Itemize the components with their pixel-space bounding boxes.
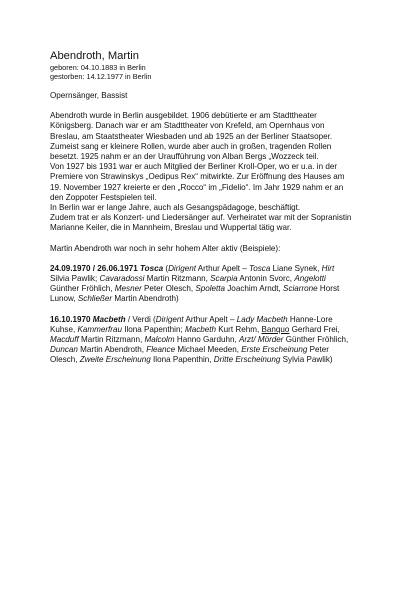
role-name: Banquo: [261, 324, 290, 334]
role-name: Duncan: [50, 345, 78, 355]
performance-entry-tosca: [50, 264, 380, 305]
death-date: gestorben: 14.12.1977 in Berlin: [50, 72, 152, 81]
role-name: Zweite Erscheinung: [79, 355, 151, 365]
entry-text: Olesch,: [50, 355, 80, 365]
entry-text: Peter: [307, 345, 329, 355]
entry-line: [50, 315, 380, 325]
biography-line: Abendroth wurde in Berlin ausgebildet. 1906 debütierte er am Stadttheater: [50, 111, 317, 121]
entry-line: [50, 345, 380, 355]
opera-title: Tosca: [140, 263, 164, 273]
entry-text: Arthur Apelt –: [183, 314, 237, 324]
entry-text: Peter Olesch,: [141, 284, 196, 294]
biography-line: Von 1927 bis 1931 war er auch Mitglied der Berliner Kroll-Oper, wo er u.a. in der: [50, 162, 338, 172]
entry-text: (: [163, 263, 169, 273]
performance-entry-macbeth: [50, 315, 380, 366]
role-name: Arzt/ Mörder: [238, 335, 284, 345]
birth-date: geboren: 04.10.1883 in Berlin: [50, 63, 146, 72]
role-name: Macbeth: [184, 324, 217, 334]
biography-line: In Berlin war er lange Jahre, auch als Gesangspädagoge, beschäftigt.: [50, 203, 301, 213]
entry-text: Horst: [317, 284, 340, 294]
biography-line: Premiere von Strawinskys „Oedipus Rex“ mitwirkte. Zur Eröffnung des Hauses am: [50, 172, 345, 182]
role-name: Tosca: [249, 263, 271, 273]
document-page: [50, 50, 380, 376]
role-name: Kammerfrau: [77, 324, 122, 334]
entry-text: Arthur Apelt –: [195, 263, 250, 273]
role-name: Mesner: [114, 284, 142, 294]
role-name: Schließer: [77, 294, 113, 304]
entry-text: Günther Fröhlich,: [50, 284, 115, 294]
biography-line: besetzt. 1925 nahm er an der Uraufführung von Alban Bergs „Wozzeck teil.: [50, 152, 319, 162]
entry-line: [50, 355, 380, 365]
entry-text: Sylvia Pawlik): [280, 355, 333, 365]
entry-text: Gerhard Frei,: [289, 324, 340, 334]
life-dates: [50, 63, 380, 81]
person-name: Abendroth, Martin: [50, 50, 139, 62]
role-name: Dirigent: [155, 314, 184, 324]
biography-line: Zumeist sang er kleinere Rollen, wurde aber auch in großen, tragenden Rollen: [50, 141, 332, 151]
entry-text: Martin Abendroth): [112, 294, 179, 304]
entry-text: / Verdi (: [125, 314, 156, 324]
profession: Opernsänger, Bassist: [50, 91, 128, 100]
entry-text: Kurt Rehm,: [216, 324, 262, 334]
entry-line: [50, 325, 380, 335]
role-name: Spoletta: [195, 284, 226, 294]
role-name: Dirigent: [168, 263, 196, 273]
entry-line: [50, 294, 380, 304]
entry-text: Joachim Arndt,: [225, 284, 284, 294]
performance-dates: 16.10.1970: [50, 314, 91, 324]
entry-text: Antonin Svorc,: [237, 274, 295, 284]
biography-line: den Zoppoter Festspielen teil.: [50, 192, 157, 202]
entry-text: Martin Ritzmann,: [144, 274, 211, 284]
role-name: Erste Erscheinung: [241, 345, 308, 355]
examples-intro: Martin Abendroth war noch in sehr hohem Alter aktiv (Beispiele):: [50, 243, 281, 253]
role-name: Hirt: [321, 263, 335, 273]
biography-line: Königsberg. Danach war er am Stadttheater von Krefeld, am Opernhaus von: [50, 121, 325, 131]
entry-text: Kuhse,: [50, 324, 78, 334]
role-name: Macduff: [50, 335, 79, 345]
entry-text: Martin Abendroth,: [77, 345, 147, 355]
entry-text: Martin Ritzmann,: [78, 335, 145, 345]
role-name: Sciarrone: [283, 284, 318, 294]
biography-line: 19. November 1927 kreierte er den „Rocco“ im „Fidelio“. Im Jahr 1929 nahm er an: [50, 182, 344, 192]
entry-line: [50, 335, 380, 345]
performance-dates: 24.09.1970 / 26.06.1971: [50, 263, 138, 273]
role-name: Fleance: [146, 345, 176, 355]
entry-text: Günther Fröhlich,: [283, 335, 349, 345]
entry-text: Lunow,: [50, 294, 78, 304]
biography-line: Zudem trat er als Konzert- und Liedersänger auf. Verheiratet war mit der Sopranistin: [50, 213, 352, 223]
entry-text: Ilona Papenthin;: [121, 324, 185, 334]
entry-line: [50, 284, 380, 294]
entry-text: Silvia Pawlik;: [50, 274, 100, 284]
entry-text: Liane Synek,: [270, 263, 322, 273]
role-name: Dritte Erscheinung: [213, 355, 281, 365]
biography-line: Breslau, am Staatstheater Wiesbaden und ab 1925 an der Berliner Staatsoper.: [50, 131, 333, 141]
entry-text: Michael Meeden,: [175, 345, 242, 355]
entry-text: Hanne-Lore: [287, 314, 333, 324]
role-name: Scarpia: [210, 274, 238, 284]
role-name: Angelotti: [294, 274, 326, 284]
role-name: Malcolm: [144, 335, 175, 345]
biography: [50, 111, 380, 233]
biography-line: Marianne Keiler, die in Mannheim, Breslau und Wuppertal tätig war.: [50, 223, 292, 233]
entry-text: Ilona Papenthin,: [150, 355, 214, 365]
entry-line: [50, 274, 380, 284]
entry-line: [50, 264, 380, 274]
role-name: Cavaradossi: [99, 274, 145, 284]
entry-text: Hanno Garduhn,: [174, 335, 239, 345]
opera-title: Macbeth: [92, 314, 126, 324]
role-name: Lady Macbeth: [236, 314, 288, 324]
